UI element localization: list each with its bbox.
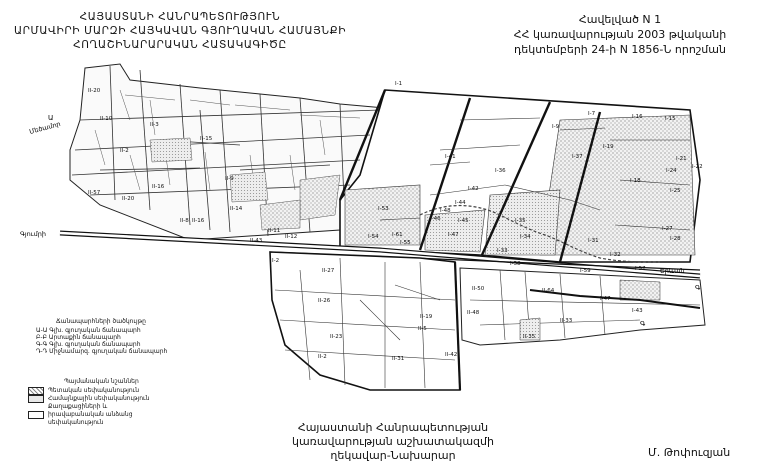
- title-line-1: ՀԱՅԱՍՏԱՆԻ ՀԱՆՐԱՊԵՏՈՒԹՅՈՒՆ: [79, 11, 281, 23]
- parcel-code: I-2: [272, 258, 280, 264]
- road-label-nw-code: Ա: [48, 114, 54, 122]
- parcel-code: II-8: [180, 218, 189, 224]
- parcel-code: I-22: [692, 164, 703, 170]
- parcel-code: II-16: [192, 218, 205, 224]
- parcel-code: I-25: [670, 188, 681, 194]
- parcel-code: I-41: [445, 154, 456, 160]
- legend-label: Համայնքային սեփականություն: [48, 395, 150, 402]
- road-legend: [36, 318, 167, 355]
- parcel-code: II-57: [88, 190, 101, 196]
- eastern-fields-dotted: [345, 185, 420, 245]
- village-common-land: [260, 200, 300, 230]
- parcel-code: I-32: [610, 252, 621, 258]
- parcel-code: II-16: [152, 184, 165, 190]
- parcel-code: II-20: [88, 88, 101, 94]
- road-legend-item: Ա-Ա Գլխ. գյուղական ճանապարհ: [36, 327, 141, 334]
- parcel-code: II-12: [285, 234, 298, 240]
- parcel-code: I-28: [670, 236, 681, 242]
- private-property-swatch: [28, 411, 44, 419]
- road-label-east: Երևան: [660, 267, 685, 275]
- parcel-code: I-43: [632, 308, 643, 314]
- parcel-code: I-46: [430, 216, 441, 222]
- parcel-code: I-57: [635, 266, 646, 272]
- parcel-code: I-34: [520, 234, 531, 240]
- parcel-code: II-2: [120, 148, 129, 154]
- parcel-code: II-5: [418, 326, 427, 332]
- legend-row-private: [28, 403, 158, 427]
- parcel-code: II-48: [467, 310, 480, 316]
- parcel-code: II-26: [318, 298, 331, 304]
- parcel-code: I-16: [632, 114, 643, 120]
- parcel-code: I-24: [666, 168, 677, 174]
- parcel-code: II-20: [122, 196, 135, 202]
- parcel-code: I-47: [600, 296, 611, 302]
- parcel-code: I-18: [630, 178, 641, 184]
- village-common-land: [230, 172, 268, 202]
- parcel-code: II-14: [230, 206, 243, 212]
- parcel-code: I-7: [588, 111, 596, 117]
- parcel-code: I-45: [458, 218, 469, 224]
- title-line-3: ՀՈՂԱՇԻՆԱՐԱՐԱԿԱՆ ՀԱՏԱԿԱԳԻԾԸ: [73, 39, 287, 51]
- parcel-code: II-35: [523, 334, 536, 340]
- parcel-code: II-27: [322, 268, 335, 274]
- parcel-code: I-1: [395, 81, 403, 87]
- parcel-code: I-58: [510, 261, 521, 267]
- parcel-code: I-53: [378, 206, 389, 212]
- parcel-code: II-64: [542, 288, 555, 294]
- parcel-code: I-47: [448, 232, 459, 238]
- road-label-nw: Մեծամոր: [28, 119, 62, 136]
- parcel-code: II-19: [420, 314, 433, 320]
- parcel-code: I-37: [572, 154, 583, 160]
- parcel-code: I-61: [392, 232, 403, 238]
- parcel-code: I-44: [455, 200, 466, 206]
- legend-label: Պետական սեփականություն: [48, 387, 140, 394]
- road-legend-item: Դ-Դ Միջնամարզ. գյուղական ճանապարհ: [36, 348, 168, 355]
- village-common-land: [300, 175, 340, 220]
- signature-name: Մ. Թոփուզյան: [648, 446, 731, 459]
- parcel-code: I-35: [515, 218, 526, 224]
- road-legend-title: Ճանապարհների ծածկույթը: [56, 318, 146, 325]
- parcel-code: II-23: [330, 334, 343, 340]
- legend-label: Քաղաքացիների և իրավաբանական անձանց սեփականություն: [48, 403, 133, 426]
- village-common-land: [150, 138, 192, 162]
- parcel-code: I-9: [552, 124, 560, 130]
- parcel-code: I-36: [495, 168, 506, 174]
- parcel-code: I-19: [603, 144, 614, 150]
- parcel-code: I-21: [676, 156, 687, 162]
- road-legend-item: Բ-Բ Արտաքին ճանապարհ: [36, 334, 121, 341]
- parcel-code: II-31: [392, 356, 405, 362]
- symbol-legend-title: Պայմանական նշաններ: [64, 378, 139, 385]
- parcel-code: II-43: [250, 238, 263, 244]
- parcel-code: I-59: [580, 268, 591, 274]
- annex-line-1: Հավելված N 1: [578, 13, 662, 26]
- legend-row-community: [28, 395, 158, 403]
- mark-label: Գ: [640, 320, 646, 328]
- signatory-line-1: Հայաստանի Հանրապետության: [297, 421, 489, 434]
- parcel-code: II-11: [268, 228, 281, 234]
- community-property-swatch: [28, 395, 44, 403]
- parcel-code: I-27: [662, 226, 673, 232]
- symbol-legend: [28, 378, 158, 427]
- parcel-code: I-55: [400, 240, 411, 246]
- parcel-code: I-42: [468, 186, 479, 192]
- legend-row-state: [28, 387, 158, 395]
- parcel-code: I-48: [440, 208, 451, 214]
- road-legend-item: Գ-Գ Գլխ. գյուղական ճանապարհ: [36, 341, 141, 348]
- southeast-common-land: [620, 280, 660, 300]
- annex-line-2: ՀՀ կառավարության 2003 թվականի: [513, 28, 727, 41]
- parcel-code: I-15: [665, 116, 676, 122]
- parcel-code: II-10: [100, 116, 113, 122]
- parcel-code: II-42: [445, 352, 458, 358]
- title-line-2: ԱՐՄԱՎԻՐԻ ՄԱՐԶԻ ՀԱՅԿԱՎԱՆ ԳՅՈՒՂԱԿԱՆ ՀԱՄԱՅՆՔԻ: [13, 25, 347, 37]
- signatory-block: [268, 421, 518, 463]
- village-boundary: [70, 64, 385, 240]
- mark-label: Գ: [695, 284, 701, 292]
- parcel-code: I-33: [497, 248, 508, 254]
- parcel-code: II-15: [200, 136, 213, 142]
- signatory-line-2: կառավարության աշխատակազմի: [292, 435, 494, 448]
- parcel-code: II-50: [472, 286, 485, 292]
- parcel-code: II-9: [225, 176, 234, 182]
- eastern-fields-dotted: [540, 115, 695, 255]
- parcel-code: II-2: [318, 354, 327, 360]
- road-label-west: Գյումրի: [20, 230, 46, 238]
- parcel-code: II-3: [150, 122, 159, 128]
- southeast-fields: [460, 268, 705, 345]
- parcel-code: II-33: [560, 318, 573, 324]
- parcel-code: I-31: [588, 238, 599, 244]
- state-property-swatch: [28, 387, 44, 395]
- annex-line-3: դեկտեմբերի 24-ի N 1856-Ն որոշման: [514, 43, 726, 56]
- parcel-code: I-54: [368, 234, 379, 240]
- signatory-line-3: ղեկավար-Նախարար: [330, 449, 456, 462]
